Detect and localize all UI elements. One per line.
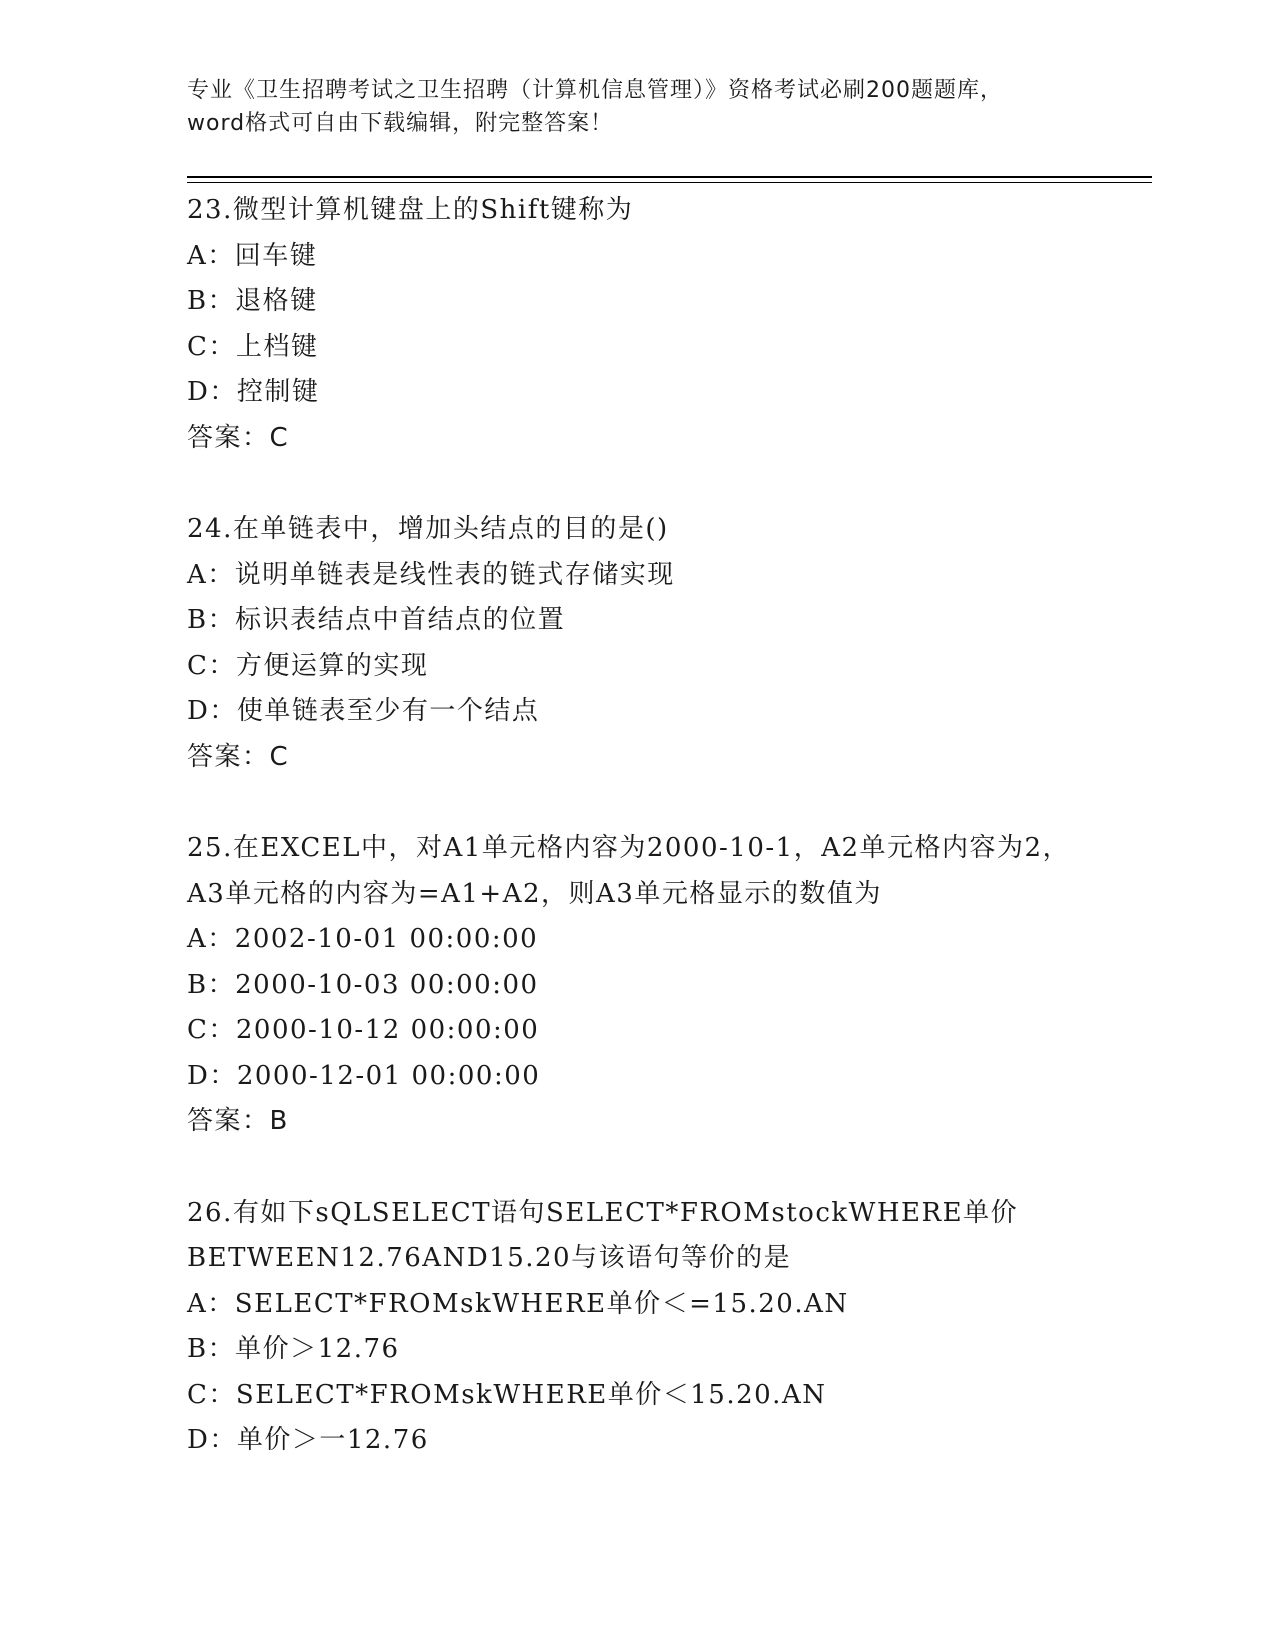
answer: 答案：C xyxy=(187,422,290,453)
question-stem-continued: BETWEEN12.76AND15.20与该语句等价的是 xyxy=(187,1243,792,1273)
option-b: B：2000-10-03 00:00:00 xyxy=(187,969,539,1000)
option-c: C：方便运算的实现 xyxy=(187,650,429,681)
answer: 答案：C xyxy=(187,741,290,772)
header-divider-thick xyxy=(187,176,1152,178)
question-list xyxy=(187,188,1147,1464)
option-c: C：2000-10-12 00:00:00 xyxy=(187,1015,540,1045)
question-stem: 26.有如下sQLSELECT语句SELECT*FROMstockWHERE单价 xyxy=(187,1197,1019,1228)
header-line-2: word格式可自由下载编辑，附完整答案！ xyxy=(187,111,614,136)
option-a: A：回车键 xyxy=(187,240,318,271)
option-a: A：2002-10-01 00:00:00 xyxy=(187,924,539,954)
question-stem-continued: A3单元格的内容为=A1+A2，则A3单元格显示的数值为 xyxy=(187,878,882,909)
option-c: C：SELECT*FROMskWHERE单价＜15.20.AN xyxy=(187,1379,827,1410)
option-a: A：SELECT*FROMskWHERE单价＜=15.20.AN xyxy=(187,1288,849,1319)
option-b: B：退格键 xyxy=(187,286,318,316)
answer: 答案：B xyxy=(187,1106,289,1136)
question-23 xyxy=(187,188,1147,461)
option-a: A：说明单链表是线性表的链式存储实现 xyxy=(187,559,675,590)
question-25 xyxy=(187,826,1147,1145)
question-stem: 23.微型计算机键盘上的Shift键称为 xyxy=(187,195,634,225)
question-stem: 24.在单链表中，增加头结点的目的是() xyxy=(187,514,669,544)
option-d: D：单价＞一12.76 xyxy=(187,1425,429,1455)
question-26 xyxy=(187,1191,1147,1464)
option-b: B：标识表结点中首结点的位置 xyxy=(187,605,566,635)
question-stem: 25.在EXCEL中，对A1单元格内容为2000-10-1，A2单元格内容为2， xyxy=(187,833,1071,863)
option-b: B：单价＞12.76 xyxy=(187,1334,400,1364)
header-line-1: 专业《卫生招聘考试之卫生招聘（计算机信息管理）》资格考试必刷200题题库， xyxy=(187,78,1003,103)
option-c: C：上档键 xyxy=(187,331,319,362)
option-d: D：2000-12-01 00:00:00 xyxy=(187,1060,541,1091)
option-d: D：使单链表至少有一个结点 xyxy=(187,696,540,726)
option-d: D：控制键 xyxy=(187,377,320,407)
question-24 xyxy=(187,507,1147,780)
document-header xyxy=(187,74,1087,140)
header-divider-thin xyxy=(187,182,1152,183)
